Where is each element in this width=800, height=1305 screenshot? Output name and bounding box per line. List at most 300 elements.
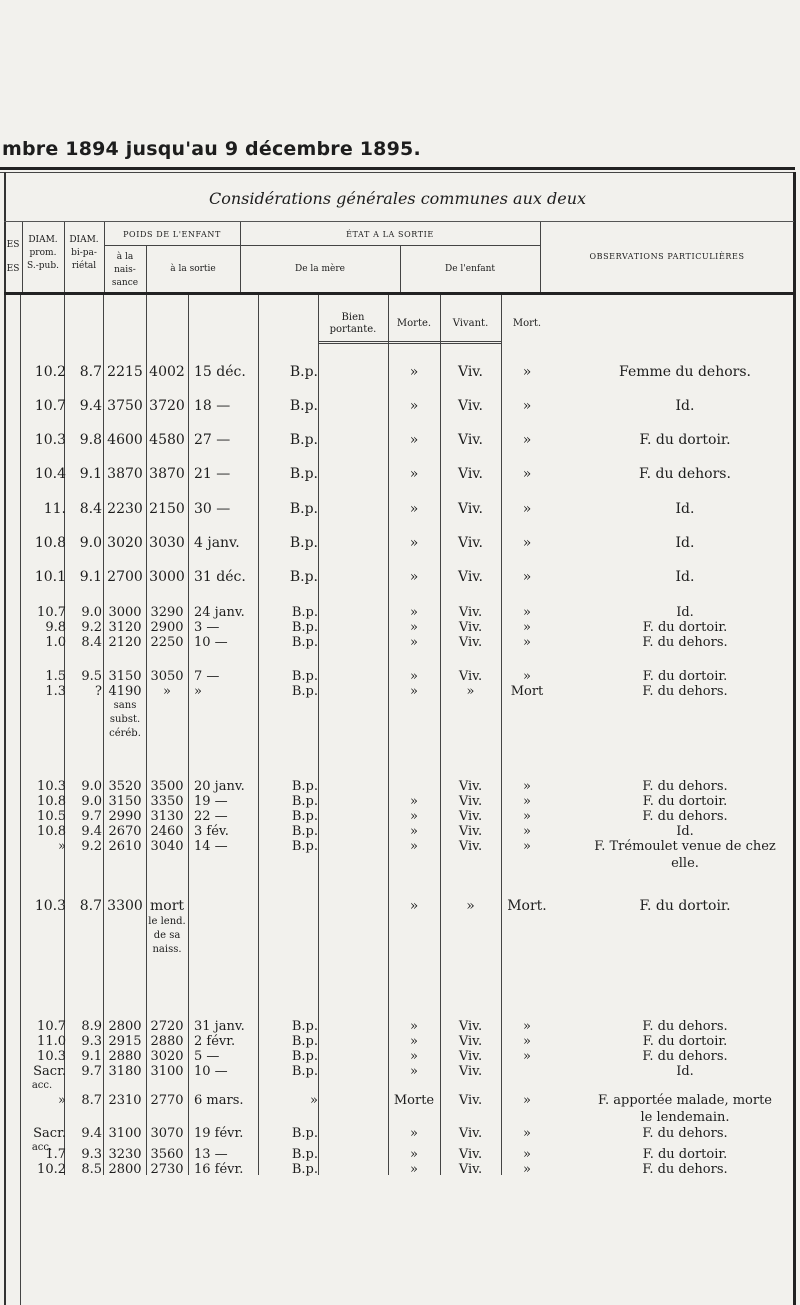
table-row: [0, 605, 800, 621]
cell-sortie: 3040: [150, 839, 184, 854]
cell-mort: »: [523, 635, 531, 650]
cell-sortie: 3560: [150, 1147, 184, 1162]
cell-vivant: Viv.: [458, 779, 483, 794]
cell-bi: 9.1: [79, 466, 102, 482]
cell-morte: »: [410, 809, 418, 824]
cell-naiss: 3230: [108, 1147, 142, 1162]
cell-vivant: Viv.: [458, 1064, 483, 1079]
cell-morte: »: [410, 1147, 418, 1162]
cell-sortie: mort: [149, 898, 185, 914]
cell-sortie: 4002: [149, 364, 185, 380]
cell-mort: »: [523, 1126, 531, 1141]
cell-vivant: Viv.: [458, 1049, 483, 1064]
cell-date: 30 —: [194, 501, 231, 517]
cell-bi: 9.2: [81, 620, 102, 635]
cell-mere: B.p.: [289, 432, 318, 448]
table-row: [0, 432, 800, 452]
cell-naiss: 2700: [107, 569, 143, 585]
cell-prom: 10.3: [34, 898, 66, 914]
cell-observation: F. du dehors.: [639, 466, 731, 482]
cell-morte: »: [410, 669, 418, 684]
sub-morte: Morte.: [396, 318, 432, 329]
page-header: mbre 1894 jusqu'au 9 décembre 1895.: [2, 138, 421, 160]
cell-date: 22 —: [194, 809, 228, 824]
cell-observation: Id.: [676, 824, 694, 839]
cell-sortie: 2880: [150, 1034, 184, 1049]
cell-date: 10 —: [194, 635, 228, 650]
cell-mort: »: [523, 1162, 531, 1177]
cell-morte: »: [410, 1019, 418, 1034]
table-row: [0, 501, 800, 521]
cell-sortie-note: le lend. de sa naiss.: [148, 916, 186, 955]
cell-date: 2 févr.: [194, 1034, 236, 1049]
cell-mort: »: [522, 364, 532, 380]
cell-vivant: Viv.: [458, 620, 483, 635]
table-row: [0, 1093, 800, 1125]
cell-observation-cont: le lendemain.: [640, 1110, 730, 1125]
cell-mere: B.p.: [291, 635, 318, 650]
cell-naiss: 2800: [108, 1019, 142, 1034]
cell-observation: F. du dortoir.: [642, 1147, 728, 1162]
cell-vivant: Viv.: [457, 501, 484, 517]
cell-mere: B.p.: [289, 466, 318, 482]
cell-mere: B.p.: [291, 809, 318, 824]
cell-morte: Morte: [393, 1093, 435, 1108]
col-diam-bi: DIAM. bi-pa- riétal: [69, 235, 99, 271]
cell-vivant: Viv.: [457, 466, 484, 482]
section-title: Considérations générales communes aux deux: [208, 189, 587, 208]
cell-prom: 11.: [43, 501, 66, 517]
cell-sortie: 2730: [150, 1162, 184, 1177]
cell-mere: B.p.: [291, 1126, 318, 1141]
cell-mere: »: [310, 1093, 318, 1108]
cell-naiss: 3150: [108, 669, 142, 684]
cell-bi: 9.2: [81, 839, 102, 854]
cell-mere: B.p.: [291, 1034, 318, 1049]
cell-mort: »: [522, 535, 532, 551]
cell-vivant: Viv.: [457, 569, 484, 585]
cell-morte: »: [409, 398, 419, 414]
cell-bi: 9.8: [79, 432, 102, 448]
cell-vivant: »: [466, 684, 475, 699]
cell-mort: »: [523, 1049, 531, 1064]
cell-sortie: 3870: [149, 466, 185, 482]
cell-morte: »: [410, 1126, 418, 1141]
cell-observation: F. du dortoir.: [642, 620, 728, 635]
col-poids-sortie: à la sortie: [170, 264, 216, 274]
cell-date: 19 févr.: [194, 1126, 244, 1141]
table-row: [0, 635, 800, 651]
cell-mort: Mort: [510, 684, 544, 699]
cell-naiss: 3520: [108, 779, 142, 794]
cell-mort: »: [523, 794, 531, 809]
cell-bi: 9.7: [81, 809, 102, 824]
cell-observation: F. du dehors.: [642, 1049, 728, 1064]
cell-naiss-note: sans subst. céréb.: [109, 700, 141, 739]
cell-naiss: 2610: [108, 839, 142, 854]
cell-mere: B.p.: [289, 569, 318, 585]
cell-prom-note: acc.: [31, 1080, 53, 1091]
cell-morte: »: [410, 839, 418, 854]
cell-prom: 1.3: [45, 684, 66, 699]
cell-morte: »: [409, 501, 419, 517]
cell-mere: B.p.: [291, 1019, 318, 1034]
cell-bi: 9.0: [81, 605, 102, 620]
table-row: [0, 824, 800, 840]
cell-observation: F. du dehors.: [642, 1162, 728, 1177]
cell-observation: Id.: [675, 501, 695, 517]
cell-date: 31 janv.: [194, 1019, 245, 1034]
cell-vivant: Viv.: [458, 1034, 483, 1049]
cell-bi: 9.0: [79, 535, 102, 551]
cell-date: 16 févr.: [194, 1162, 244, 1177]
cell-morte: »: [409, 364, 419, 380]
cell-naiss: 4600: [107, 432, 143, 448]
cell-bi: 8.9: [81, 1019, 102, 1034]
cell-mort: »: [522, 569, 532, 585]
cell-mort: »: [523, 839, 531, 854]
sub-mort: Mort.: [512, 318, 542, 329]
cell-mort: Mort.: [507, 898, 547, 914]
cell-date: 7 —: [194, 669, 220, 684]
cell-observation: Id.: [676, 1064, 694, 1079]
cell-naiss: 3020: [107, 535, 143, 551]
cell-date: »: [194, 684, 202, 699]
cell-vivant: Viv.: [458, 1147, 483, 1162]
cell-bi: 9.3: [81, 1147, 102, 1162]
cell-mere: B.p.: [289, 398, 318, 414]
cell-observation: F. du dortoir.: [639, 898, 731, 914]
cell-date: 20 janv.: [194, 779, 245, 794]
cell-observation: F. du dehors.: [642, 1126, 728, 1141]
table-row: [0, 1126, 800, 1153]
table-row: [0, 1034, 800, 1050]
cell-mort: »: [523, 779, 531, 794]
cell-mere: B.p.: [291, 824, 318, 839]
cell-morte: »: [410, 1064, 418, 1079]
cell-mere: B.p.: [289, 535, 318, 551]
cell-prom: 1.7: [45, 1147, 66, 1162]
cell-bi: 9.0: [81, 779, 102, 794]
col-diam-prom: DIAM. prom. S.-pub.: [27, 235, 59, 271]
cell-vivant: Viv.: [457, 364, 484, 380]
cell-vivant: Viv.: [457, 432, 484, 448]
cell-mere: B.p.: [291, 620, 318, 635]
cell-date: 3 fév.: [194, 824, 229, 839]
cell-sortie: 3070: [150, 1126, 184, 1141]
cell-vivant: Viv.: [457, 535, 484, 551]
col-mere: De la mère: [295, 264, 345, 274]
cell-observation: F. du dehors.: [642, 779, 728, 794]
cell-morte: »: [410, 794, 418, 809]
cell-vivant: Viv.: [457, 398, 484, 414]
cell-morte: »: [410, 1162, 418, 1177]
cell-bi: 8.7: [81, 1093, 102, 1108]
cell-mere: B.p.: [289, 364, 318, 380]
cell-vivant: Viv.: [458, 809, 483, 824]
cell-mere: B.p.: [291, 605, 318, 620]
cell-prom: 10.8: [34, 535, 66, 551]
cell-observation: F. apportée malade, morte: [598, 1093, 772, 1108]
cell-prom-note: acc.: [31, 1142, 53, 1153]
cell-morte: »: [409, 535, 419, 551]
cell-naiss: 4190: [108, 684, 142, 699]
cell-prom: »: [58, 839, 66, 854]
table-row: [0, 839, 800, 871]
cell-date: 4 janv.: [194, 535, 240, 551]
cell-sortie: 3500: [150, 779, 184, 794]
cell-sortie: 3020: [150, 1049, 184, 1064]
cell-observation: F. Trémoulet venue de chez: [594, 839, 776, 854]
cell-prom: Sacr.: [33, 1126, 66, 1141]
cell-date: 24 janv.: [194, 605, 245, 620]
cell-sortie: 2460: [150, 824, 184, 839]
cell-mort: »: [523, 1093, 531, 1108]
cell-naiss: 3150: [108, 794, 142, 809]
cell-sortie: 3100: [150, 1064, 184, 1079]
cell-mere: B.p.: [291, 1162, 318, 1177]
cell-observation: F. du dortoir.: [642, 1034, 728, 1049]
cell-prom: 1.0: [45, 635, 66, 650]
cell-prom: 10.3: [37, 779, 66, 794]
cell-observation: Id.: [675, 535, 695, 551]
table-row: [0, 1064, 800, 1091]
body-rule: [4, 292, 794, 295]
cell-date: 27 —: [194, 432, 231, 448]
cell-bi: ?: [95, 684, 102, 699]
cell-sortie: »: [163, 684, 171, 699]
cell-prom: 10.4: [34, 466, 66, 482]
col-enfant: De l'enfant: [445, 264, 495, 274]
cell-mere: B.p.: [289, 501, 318, 517]
cell-morte: »: [410, 1034, 418, 1049]
cell-mere: B.p.: [291, 1064, 318, 1079]
table-row: [0, 684, 800, 739]
cell-prom: 10.7: [34, 398, 66, 414]
cell-sortie: 2250: [150, 635, 184, 650]
cell-sortie: 3000: [149, 569, 185, 585]
cell-mort: »: [522, 398, 532, 414]
cell-naiss: 3000: [108, 605, 142, 620]
cell-observation: F. du dehors.: [642, 1019, 728, 1034]
table-row: [0, 898, 800, 955]
table-row: [0, 1019, 800, 1035]
cell-bi: 9.1: [79, 569, 102, 585]
cell-morte: »: [409, 466, 419, 482]
table-row: [0, 669, 800, 685]
cell-mort: »: [523, 605, 531, 620]
table-row: [0, 569, 800, 589]
cell-prom: 1.5: [45, 669, 66, 684]
cell-mere: B.p.: [291, 669, 318, 684]
cell-morte: »: [410, 635, 418, 650]
cell-morte: »: [410, 1049, 418, 1064]
cell-naiss: 3120: [108, 620, 142, 635]
cell-bi: 9.5: [81, 669, 102, 684]
sub-bien-portante: Bien portante.: [329, 312, 377, 335]
cell-date: 19 —: [194, 794, 228, 809]
cell-bi: 8.7: [79, 364, 102, 380]
cell-prom: 10.5: [37, 809, 66, 824]
cell-sortie: 3030: [149, 535, 185, 551]
cell-vivant: Viv.: [458, 1162, 483, 1177]
cell-mort: »: [523, 669, 531, 684]
cell-morte: »: [410, 620, 418, 635]
cell-morte: »: [410, 684, 418, 699]
cell-date: 14 —: [194, 839, 228, 854]
cell-mort: »: [522, 432, 532, 448]
table-row: [0, 1147, 800, 1163]
col-poids-naissance: à la nais- sance: [111, 252, 139, 288]
cell-observation: F. du dortoir.: [639, 432, 731, 448]
table-row: [0, 398, 800, 418]
cell-bi: 8.4: [81, 635, 102, 650]
cell-sortie: 3720: [149, 398, 185, 414]
table-row: [0, 794, 800, 810]
cell-mere: B.p.: [291, 1147, 318, 1162]
cell-vivant: Viv.: [458, 839, 483, 854]
cell-bi: 9.7: [81, 1064, 102, 1079]
cell-naiss: 2915: [108, 1034, 142, 1049]
cell-vivant: Viv.: [458, 635, 483, 650]
cell-bi: 8.7: [79, 898, 102, 914]
cell-mere: B.p.: [291, 1049, 318, 1064]
cell-date: 13 —: [194, 1147, 228, 1162]
cell-sortie: 2770: [150, 1093, 184, 1108]
cell-naiss: 2990: [108, 809, 142, 824]
cell-date: 21 —: [194, 466, 231, 482]
table-row: [0, 466, 800, 486]
cell-bi: 9.1: [81, 1049, 102, 1064]
cell-naiss: 2800: [108, 1162, 142, 1177]
cell-vivant: Viv.: [458, 669, 483, 684]
cell-prom: 10.8: [37, 794, 66, 809]
table-row: [0, 535, 800, 555]
table-row: [0, 620, 800, 636]
cell-vivant: Viv.: [458, 1126, 483, 1141]
cell-mort: »: [522, 466, 532, 482]
cell-naiss: 3870: [107, 466, 143, 482]
cell-mort: »: [523, 1147, 531, 1162]
cell-sortie: 2900: [150, 620, 184, 635]
cell-date: 6 mars.: [194, 1093, 244, 1108]
cell-naiss: 2230: [107, 501, 143, 517]
cell-vivant: Viv.: [458, 1019, 483, 1034]
cell-mort: »: [523, 620, 531, 635]
cell-mort: »: [523, 1034, 531, 1049]
top-rule-thin: [0, 172, 795, 173]
cell-prom: 10.1: [34, 569, 66, 585]
cell-morte: »: [410, 824, 418, 839]
cell-naiss: 3100: [108, 1126, 142, 1141]
cell-prom: 10.3: [34, 432, 66, 448]
cell-naiss: 3180: [108, 1064, 142, 1079]
cell-mere: B.p.: [291, 684, 318, 699]
cell-mort: »: [523, 824, 531, 839]
cell-naiss: 2215: [107, 364, 143, 380]
cell-sortie: 3050: [150, 669, 184, 684]
cell-bi: 8.5: [81, 1162, 102, 1177]
cell-prom: 10.8: [37, 824, 66, 839]
cell-vivant: Viv.: [458, 794, 483, 809]
left-cut-label-2: ES: [6, 264, 20, 274]
cell-observation-cont: elle.: [671, 856, 699, 871]
cell-date: 10 —: [194, 1064, 228, 1079]
cell-vivant: Viv.: [458, 605, 483, 620]
cell-naiss: 2880: [108, 1049, 142, 1064]
cell-morte: »: [409, 569, 419, 585]
cell-observation: Id.: [675, 569, 695, 585]
cell-naiss: 2310: [108, 1093, 142, 1108]
cell-prom: 9.8: [45, 620, 66, 635]
cell-prom: Sacr.: [33, 1064, 66, 1079]
cell-observation: F. du dehors.: [642, 684, 728, 699]
cell-observation: F. du dortoir.: [642, 669, 728, 684]
cell-naiss: 3300: [107, 898, 143, 914]
cell-mere: B.p.: [291, 839, 318, 854]
cell-date: 15 déc.: [194, 364, 246, 380]
cell-prom: 10.2: [34, 364, 66, 380]
cell-sortie: 4580: [149, 432, 185, 448]
cell-date: 18 —: [194, 398, 231, 414]
cell-observation: Id.: [675, 398, 695, 414]
cell-sortie: 2720: [150, 1019, 184, 1034]
cell-bi: 9.4: [81, 1126, 102, 1141]
left-cut-label: ES: [6, 240, 20, 250]
table-row: [0, 779, 800, 795]
cell-observation: F. du dortoir.: [642, 794, 728, 809]
cell-bi: 9.4: [79, 398, 102, 414]
cell-mort: »: [522, 501, 532, 517]
cell-prom: 10.3: [37, 1049, 66, 1064]
col-poids-group: POIDS DE L'ENFANT: [123, 230, 221, 239]
cell-bi: 8.4: [79, 501, 102, 517]
cell-prom: 10.7: [37, 1019, 66, 1034]
cell-sortie: 3350: [150, 794, 184, 809]
cell-morte: »: [409, 898, 419, 914]
cell-observation: F. du dehors.: [642, 809, 728, 824]
cell-date: 5 —: [194, 1049, 220, 1064]
cell-bi: 9.4: [81, 824, 102, 839]
cell-naiss: 3750: [107, 398, 143, 414]
cell-prom: 10.2: [37, 1162, 66, 1177]
cell-sortie: 3290: [150, 605, 184, 620]
cell-vivant: »: [466, 898, 475, 914]
cell-mort: »: [523, 1019, 531, 1034]
cell-observation: Id.: [676, 605, 694, 620]
cell-mort: »: [523, 809, 531, 824]
top-rule: [0, 167, 795, 170]
table-row: [0, 809, 800, 825]
cell-morte: »: [410, 605, 418, 620]
cell-date: 3 —: [194, 620, 220, 635]
cell-naiss: 2120: [108, 635, 142, 650]
cell-observation: Femme du dehors.: [619, 364, 751, 380]
cell-sortie: 2150: [149, 501, 185, 517]
cell-bi: 9.3: [81, 1034, 102, 1049]
table-row: [0, 1162, 800, 1178]
cell-sortie: 3130: [150, 809, 184, 824]
cell-mere: B.p.: [291, 779, 318, 794]
cell-observation: F. du dehors.: [642, 635, 728, 650]
cell-prom: »: [58, 1093, 66, 1108]
cell-vivant: Viv.: [458, 824, 483, 839]
table-row: [0, 364, 800, 384]
table-row: [0, 1049, 800, 1065]
cell-morte: »: [409, 432, 419, 448]
col-etat-group: ÉTAT A LA SORTIE: [346, 230, 434, 239]
cell-date: 31 déc.: [194, 569, 246, 585]
